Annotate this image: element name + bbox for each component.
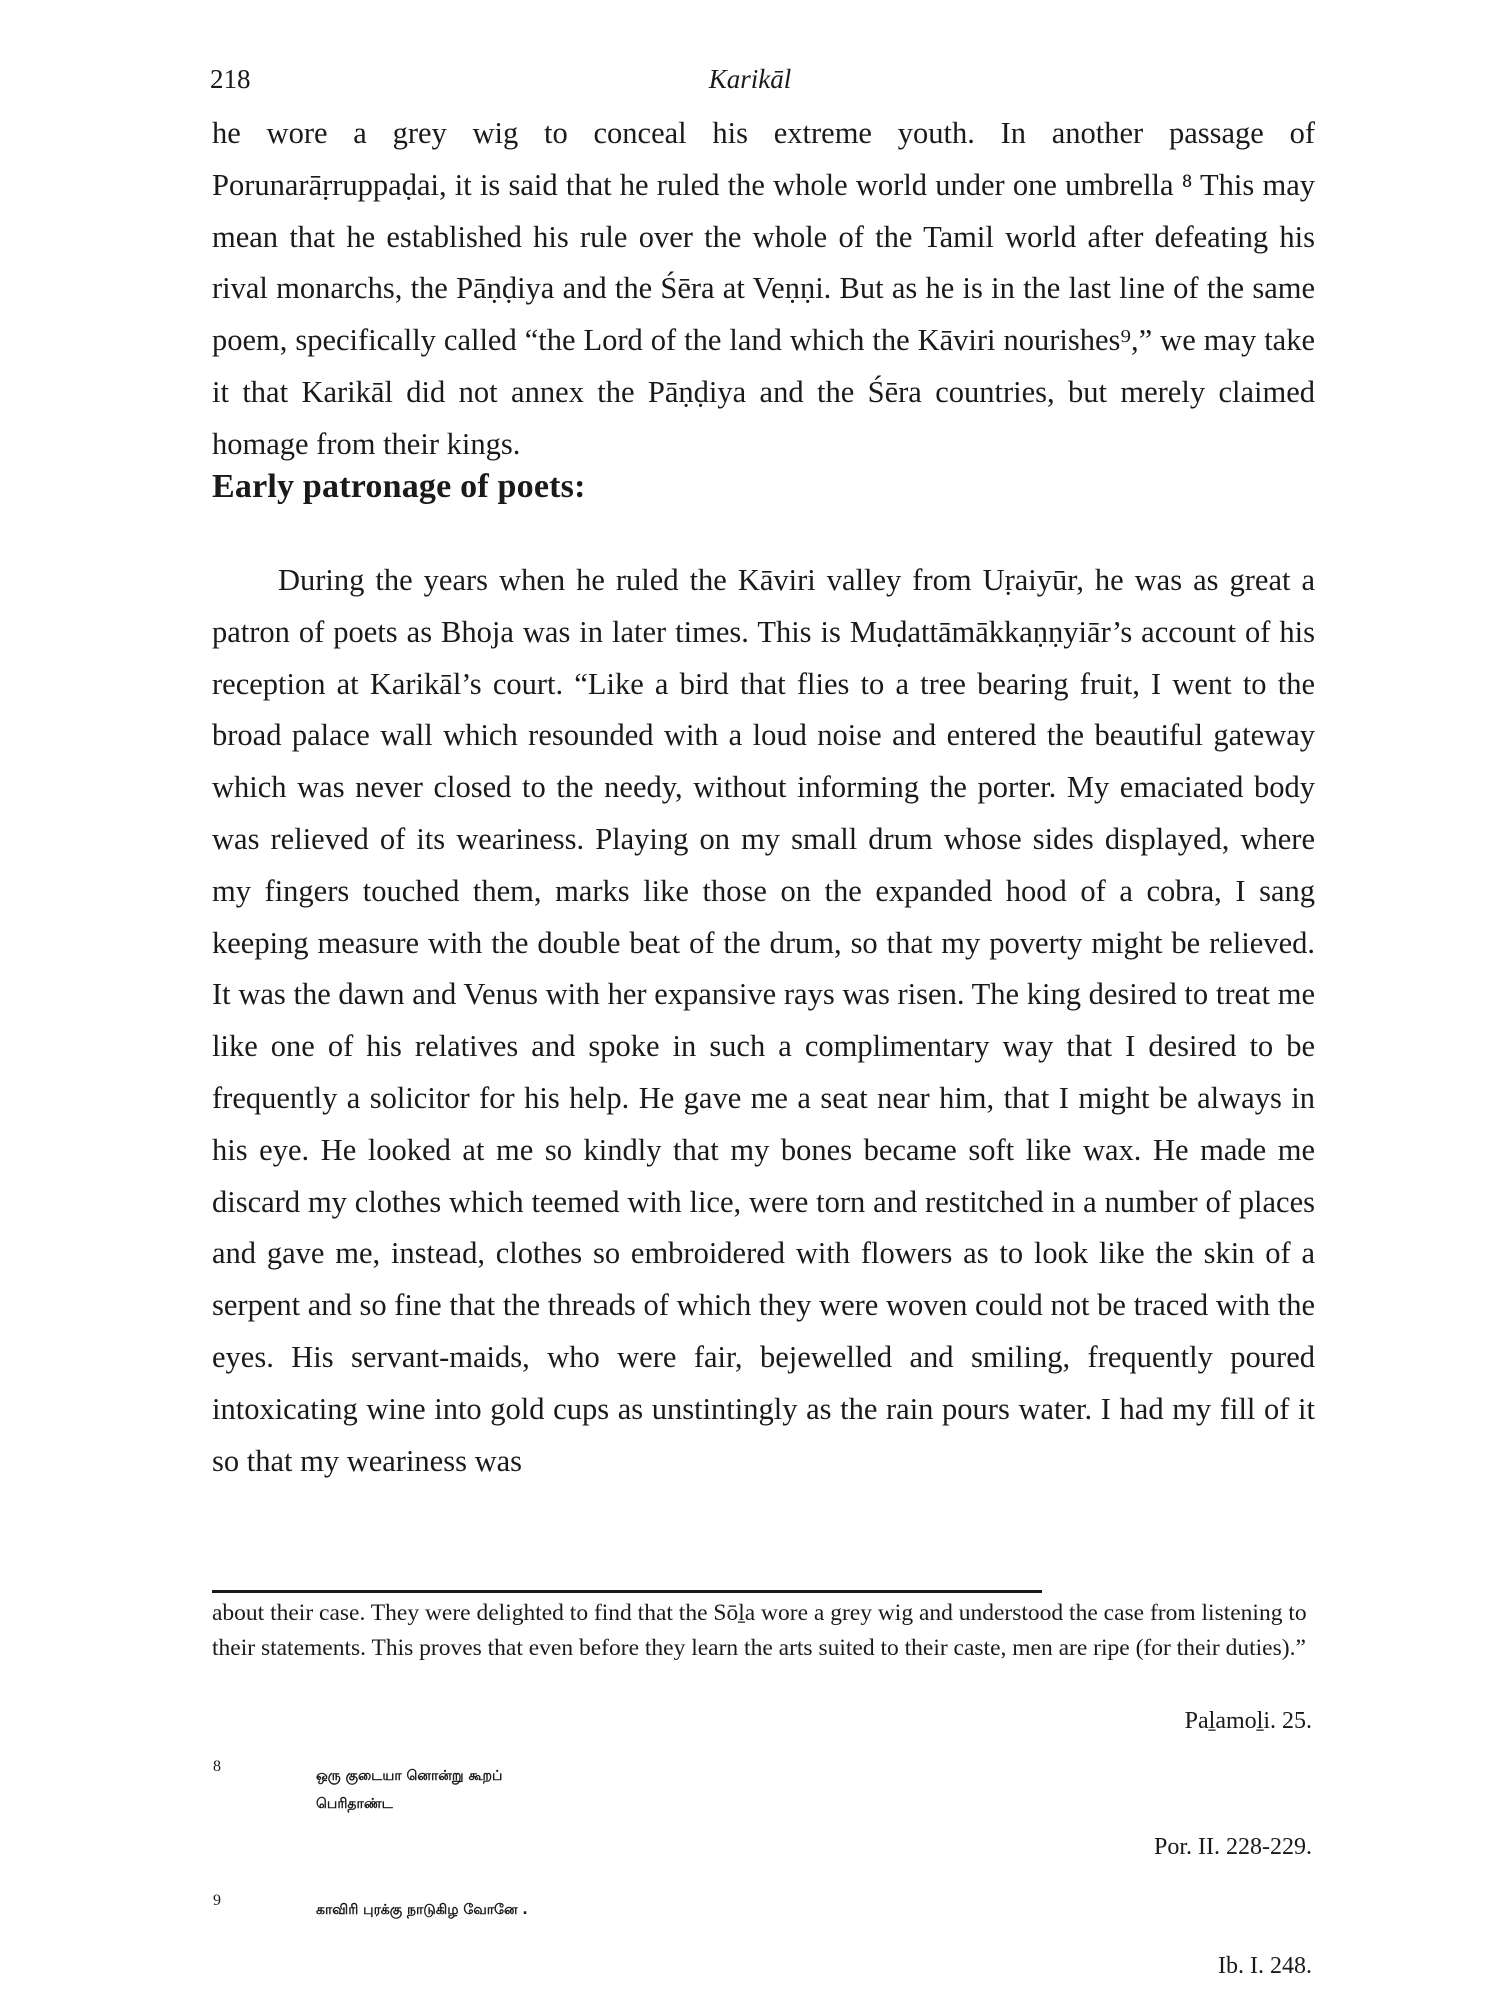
section-heading: Early patronage of poets: <box>212 468 586 505</box>
footnote-9-marker: 9 <box>213 1892 221 1909</box>
footnote-8-citation: Por. II. 228-229. <box>1154 1834 1312 1860</box>
page-number: 218 <box>210 64 251 94</box>
footnote-8-marker: 8 <box>213 1758 221 1775</box>
footnote-8-tamil-verse <box>316 1762 502 1818</box>
footnote-continued-citation: Paḻamoḻi. 25. <box>1184 1708 1312 1734</box>
footnote-8-tamil-line-1: ஒரு குடையா னொன்று கூறப் <box>316 1768 503 1784</box>
running-title: Karikāl <box>708 64 792 94</box>
footnote-9-tamil-verse <box>316 1896 528 1924</box>
body-paragraph-1: he wore a grey wig to conceal his extreme youth. In another passage of Porunarāṛruppaḍai, it is said that he ruled the whole world under one umbrella ⁸ This may mean that he established his rule over the whole of the Tamil world after defeating his rival monarchs, the Pāṇḍiya and the Śēra at Veṇṇi. But as he is in the last line of the same poem, specifically called “the Lord of the land which the Kāviri nourishes⁹,” we may take it that Karikāl did not annex the Pāṇḍiya and the Śēra countries, but merely claimed homage from their kings. <box>212 116 1315 461</box>
footnote-rule <box>212 1590 1042 1593</box>
footnote-9-citation: Ib. I. 248. <box>1218 1953 1312 1979</box>
footnote-continued-text: about their case. They were delighted to find that the Sōḻa wore a grey wig and understood the case from listening to their statements. This proves that even before they learn the arts suited to their caste, men are ripe (for their duties).” <box>212 1600 1307 1661</box>
footnote-8-tamil-line-2: பெரிதாண்ட <box>316 1796 393 1812</box>
body-paragraph-2: During the years when he ruled the Kāviri valley from Uṛaiyūr, he was as great a patron of poets as Bhoja was in later times. This is Muḍattāmākkaṇṇyiār’s account of his reception at Karikāl’s court. “Like a bird that flies to a tree bearing fruit, I went to the broad palace wall which resounded with a loud noise and entered the beautiful gateway which was never closed to the needy, without informing the porter. My emaciated body was relieved of its weariness. Playing on my small drum whose sides displayed, where my fingers touched them, marks like those on the expanded hood of a cobra, I sang keeping measure with the double beat of the drum, so that my poverty might be relieved. It was the dawn and Venus with her expansive rays was risen. The king desired to treat me like one of his relatives and spoke in such a complimentary way that I desired to be frequently a solicitor for his help. He gave me a seat near him, that I might be always in his eye. He looked at me so kindly that my bones became soft like wax. He made me discard my clothes which teemed with lice, were torn and restitched in a number of places and gave me, instead, clothes so embroidered with flowers as to look like the skin of a serpent and so fine that the threads of which they were woven could not be traced with the eyes. His servant-maids, who were fair, bejewelled and smiling, frequently poured intoxicating wine into gold cups as unstintingly as the rain pours water. I had my fill of it so that my weariness was <box>212 563 1315 1478</box>
footnote-9-tamil-line-1: காவிரி புரக்கு நாடுகிழ வோனே . <box>316 1902 528 1918</box>
